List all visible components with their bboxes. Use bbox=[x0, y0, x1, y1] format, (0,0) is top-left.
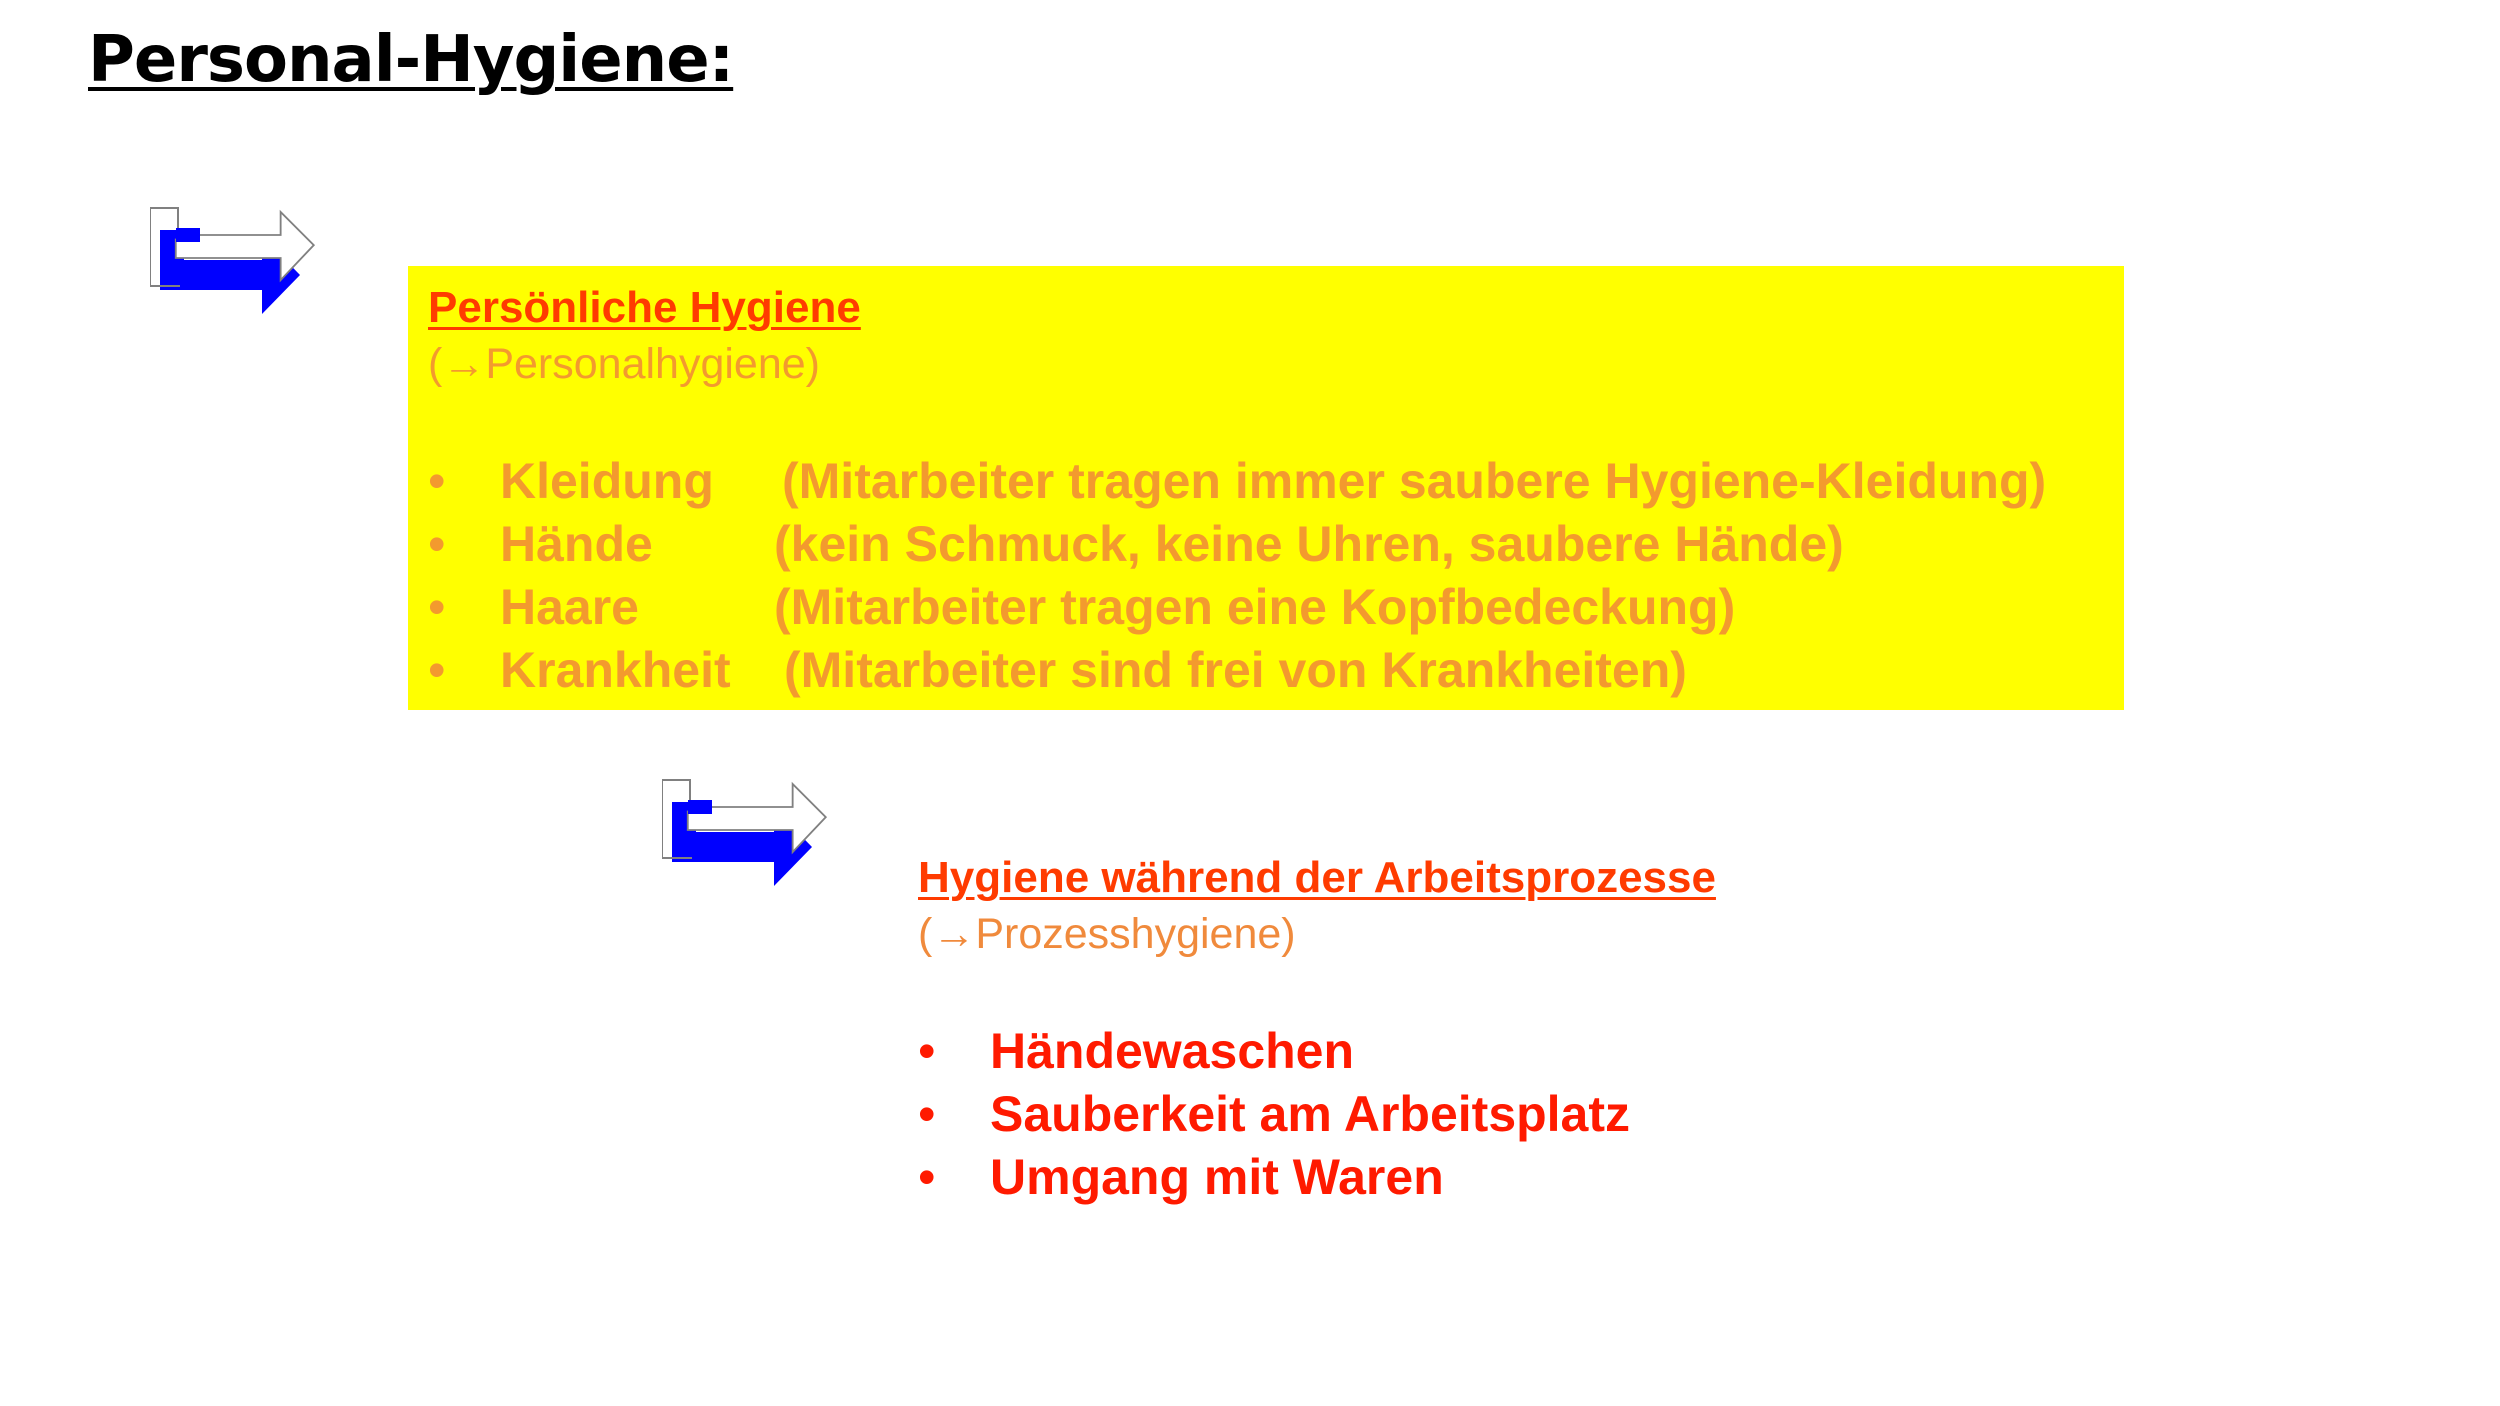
personal-hygiene-list bbox=[428, 450, 2104, 702]
process-hygiene-box bbox=[898, 836, 2098, 1216]
list-item bbox=[918, 1020, 2078, 1083]
bullet-icon: • bbox=[428, 453, 446, 509]
process-hygiene-subheading: (→Prozesshygiene) bbox=[918, 910, 1296, 958]
list-item bbox=[428, 576, 2104, 639]
item-detail: (Mitarbeiter sind frei von Krankheiten) bbox=[784, 642, 1687, 698]
item-text: Sauberkeit am Arbeitsplatz bbox=[990, 1086, 1631, 1142]
personal-hygiene-heading: Persönliche Hygiene bbox=[428, 283, 861, 332]
list-item bbox=[428, 450, 2104, 513]
slide-title: Personal-Hygiene: bbox=[88, 23, 734, 97]
process-hygiene-heading: Hygiene während der Arbeitsprozesse bbox=[918, 853, 1716, 902]
item-detail: (Mitarbeiter tragen immer saubere Hygiene-Kleidung) bbox=[782, 453, 2047, 509]
bullet-icon: • bbox=[428, 579, 446, 635]
list-item bbox=[918, 1083, 2078, 1146]
item-term: Hände bbox=[500, 516, 653, 572]
item-detail: (kein Schmuck, keine Uhren, saubere Hände) bbox=[774, 516, 1844, 572]
item-term: Krankheit bbox=[500, 642, 731, 698]
list-item bbox=[428, 639, 2104, 702]
list-item bbox=[428, 513, 2104, 576]
item-text: Umgang mit Waren bbox=[990, 1149, 1444, 1205]
bullet-icon: • bbox=[918, 1086, 936, 1142]
item-detail: (Mitarbeiter tragen eine Kopfbedeckung) bbox=[774, 579, 1736, 635]
bullet-icon: • bbox=[918, 1023, 936, 1079]
bullet-icon: • bbox=[918, 1149, 936, 1205]
list-item bbox=[918, 1146, 2078, 1209]
item-term: Kleidung bbox=[500, 453, 714, 509]
bent-arrow-icon bbox=[150, 200, 350, 330]
process-hygiene-list bbox=[918, 1020, 2078, 1209]
item-term: Haare bbox=[500, 579, 639, 635]
bullet-icon: • bbox=[428, 516, 446, 572]
item-text: Händewaschen bbox=[990, 1023, 1355, 1079]
personal-hygiene-subheading: (→Personalhygiene) bbox=[428, 340, 820, 388]
bent-arrow-icon bbox=[662, 772, 862, 902]
personal-hygiene-box bbox=[408, 266, 2124, 710]
bullet-icon: • bbox=[428, 642, 446, 698]
